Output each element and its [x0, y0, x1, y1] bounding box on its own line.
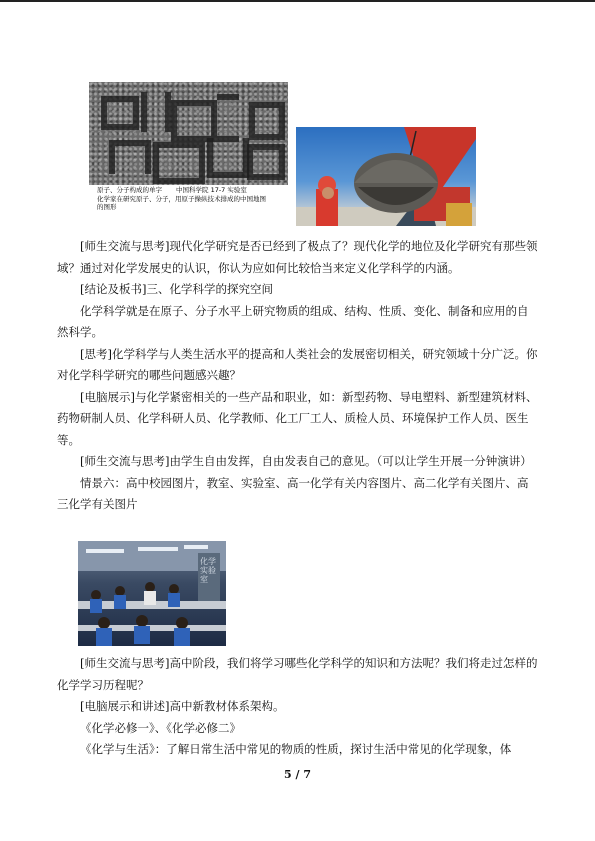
caption-line: 中国科学院 17-7 实验室	[176, 186, 247, 194]
paragraph: [思考]化学科学与人类生活水平的提高和人类社会的发展密切相关，研究领域十分广泛。你对化学科学研究的哪些问题感兴趣？	[57, 346, 538, 382]
paragraph: 化学科学就是在原子、分子水平上研究物质的组成、结构、性质、变化、制备和应用的自然科学。	[57, 303, 529, 339]
paragraph: [师生交流与思考]高中阶段，我们将学习哪些化学科学的知识和方法呢？我们将走过怎样的化学学习历程呢？	[57, 656, 538, 692]
laboratory-photo	[78, 541, 226, 646]
body-text-2	[57, 653, 538, 761]
capsule-photo	[296, 127, 476, 226]
list-item: 《化学与生活》：了解日常生活中常见的物质的性质，探讨生活中常见的化学现象，体	[80, 742, 512, 756]
photo-overlay-text: 化学实验室	[200, 557, 216, 584]
atom-arrangement-image	[89, 82, 288, 185]
paragraph: [师生交流与思考]现代化学研究是否已经到了极点了？现代化学的地位及化学研究有那些领域？通过对化学发展史的认识，你认为应如何比较恰当来定义化学科学的内涵。	[57, 239, 538, 275]
caption-line: 化学家在研究原子、分子，用原子操纵技术排成的中国地图	[97, 194, 266, 203]
paragraph: [电脑展示和讲述]高中新教材体系架构。	[80, 699, 285, 713]
capsule-illustration	[296, 127, 476, 226]
page-number: 5 / 7	[284, 768, 311, 781]
list-item: 《化学必修一》、《化学必修二》	[80, 720, 241, 735]
paragraph: [师生交流与思考]由学生自由发挥，自由发表自己的意见。（可以让学生开展一分钟演讲）	[80, 454, 532, 468]
paragraph: 情景六：高中校园图片，教室、实验室、高一化学有关内容图片、高二化学有关图片、高三化学有关图片	[57, 475, 529, 511]
caption-line: 原子、分子构成的单字	[97, 186, 162, 194]
image-caption	[97, 186, 297, 212]
header-rule	[0, 0, 595, 2]
body-text	[57, 236, 538, 516]
section-heading: [结论及板书]三、化学科学的探究空间	[80, 282, 273, 296]
paragraph: [电脑展示]与化学紧密相关的一些产品和职业，如：新型药物、导电塑料、新型建筑材料、药物研制人员、化学科研人员、化学教师、化工厂工人、质检人员、环境保护工作人员、医生等。	[57, 389, 538, 447]
caption-line: 的图形	[97, 203, 117, 211]
